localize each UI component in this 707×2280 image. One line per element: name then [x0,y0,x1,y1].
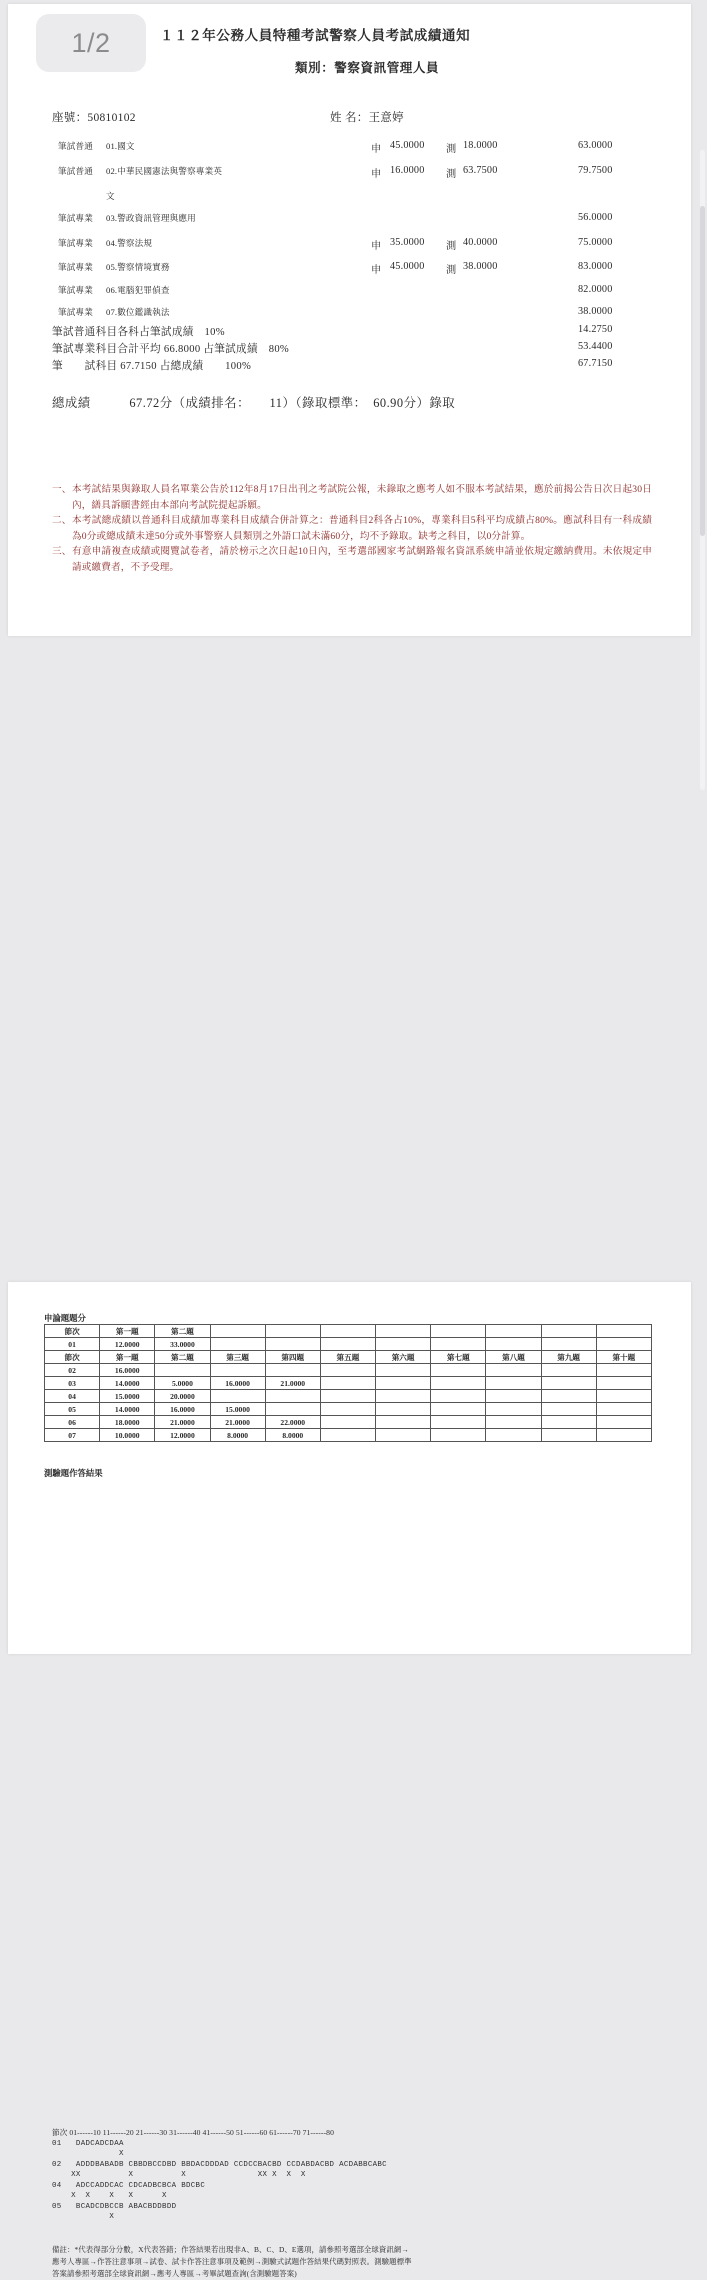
table-header-cell: 節次 [45,1351,100,1364]
document-page-1 [8,4,691,636]
table-cell [541,1429,596,1442]
table-cell [541,1390,596,1403]
table-cell [486,1377,541,1390]
table-cell [486,1364,541,1377]
table-cell [431,1338,486,1351]
page-title: １１２年公務人員特種考試警察人員考試成績通知 [160,28,471,43]
table-row [45,1403,652,1416]
table-cell [320,1416,375,1429]
subject-total-score: 38.0000 [578,306,613,317]
subject-total-score: 75.0000 [578,237,613,248]
table-row [45,1429,652,1442]
mc-mark: 測 [446,144,457,155]
table-cell: 01 [45,1338,100,1351]
essay-mark: 申 [371,169,382,180]
mc-score: 63.7500 [463,165,498,176]
summary-text: 筆試普通科目各科占筆試成績 10% [52,327,225,338]
summary-value: 14.2750 [578,324,613,335]
table-row [45,1390,652,1403]
table-header-cell: 第一題 [100,1325,155,1338]
note-item [52,544,652,575]
table-cell: 02 [45,1364,100,1377]
table-cell [596,1416,651,1429]
table-cell [596,1390,651,1403]
mc-score: 40.0000 [463,237,498,248]
table-header-cell [376,1325,431,1338]
seat-number: 座號：50810102 [52,112,136,124]
note-body: 本考試總成績以普通科目成績加專業科目成績合併計算之：普通科目2科各占10%，專業科目5科平均成績占80%。應試科目有一科成績為0分或總成績未達50分或外事警察人員類別之外語口試未滿60分，均不予錄取。缺考之科目，以0分計算。 [72,515,652,542]
table-cell [596,1377,651,1390]
table-row [45,1351,652,1364]
note-marker: 二、 [52,515,72,527]
note-body: 有意申請複查成績或閱覽試卷者，請於榜示之次日起10日內，至考選部國家考試網路報名資訊系統申請並依規定繳納費用。未依規定申請或繳費者，不予受理。 [72,546,652,573]
mc-mark: 測 [446,265,457,276]
table-cell: 22.0000 [265,1416,320,1429]
essay-score: 16.0000 [390,165,425,176]
page-indicator-badge: 1/2 [36,14,146,72]
subject-group: 筆試專業 [58,213,93,223]
footnote-line: 備註：*代表得部分分數，X代表答錯；作答結果若出現非A、B、C、D、E選項，請參照考選部全球資訊網→ [52,2245,409,2254]
summary-text: 筆 試科目 67.7150 占總成績 100% [52,361,252,372]
essay-score: 35.0000 [390,237,425,248]
table-row [45,1338,652,1351]
mc-wrong-marks: X [52,2150,124,2159]
table-header-cell: 第五題 [320,1351,375,1364]
table-cell [320,1364,375,1377]
subject-total-score: 56.0000 [578,212,613,223]
note-item [52,513,652,544]
table-cell: 15.0000 [100,1390,155,1403]
table-cell: 16.0000 [155,1403,210,1416]
table-header-cell: 第六題 [376,1351,431,1364]
mc-wrong-marks: X [52,2213,115,2222]
table-cell [210,1338,265,1351]
subject-total-score: 63.0000 [578,140,613,151]
table-cell [541,1377,596,1390]
table-header-cell [486,1325,541,1338]
table-cell [265,1403,320,1416]
table-cell [486,1416,541,1429]
subject-group: 筆試專業 [58,238,93,248]
subject-total-score: 83.0000 [578,261,613,272]
table-cell [596,1403,651,1416]
table-cell: 33.0000 [155,1338,210,1351]
table-header-cell [210,1325,265,1338]
subject-total-score: 79.7500 [578,165,613,176]
notes-section [52,482,652,575]
table-row [45,1325,652,1338]
footnote-line: 答案請參照考選部全球資訊網→應考人專區→考畢試題查詢(含測驗題答案) [52,2268,297,2278]
mc-answer-row: 04 ADCCADDCAC CDCADBCBCA BDCBC [52,2181,206,2190]
table-cell [376,1377,431,1390]
table-cell [376,1390,431,1403]
table-cell: 14.0000 [100,1403,155,1416]
subject-group: 筆試專業 [58,262,93,272]
subject-name: 03.警政資訊管理與應用 [106,213,196,223]
table-cell [431,1416,486,1429]
table-cell [265,1390,320,1403]
summary-text: 筆試專業科目合計平均 66.8000 占筆試成績 80% [52,344,290,355]
table-cell [210,1390,265,1403]
essay-mark: 申 [371,265,382,276]
mc-answer-row: 01 DADCADCDAA [52,2139,124,2148]
table-cell: 12.0000 [100,1338,155,1351]
table-cell [265,1364,320,1377]
table-cell: 16.0000 [100,1364,155,1377]
table-cell: 21.0000 [210,1416,265,1429]
essay-score: 45.0000 [390,140,425,151]
mc-mark: 測 [446,241,457,252]
subject-total-score: 82.0000 [578,284,613,295]
table-header-cell: 第八題 [486,1351,541,1364]
table-cell: 15.0000 [210,1403,265,1416]
mc-answers-label: 測驗題作答結果 [44,1469,103,1478]
footnote-block [52,2244,532,2280]
note-body: 本考試結果與錄取人員名單業公告於112年8月17日出刊之考試院公報，未錄取之應考人如不服本考試結果，應於前揭公告日次日起30日內，繕具訴願書經由本部向考試院提起訴願。 [72,484,652,511]
subject-name: 01.國文 [106,141,135,151]
table-cell [541,1364,596,1377]
table-cell [431,1429,486,1442]
table-cell [541,1403,596,1416]
table-cell [155,1364,210,1377]
table-cell [596,1338,651,1351]
mc-answer-row: 05 BCADCDBCCB ABACBDDBDD [52,2202,177,2211]
table-header-cell: 第十題 [596,1351,651,1364]
table-cell [486,1338,541,1351]
table-cell [541,1416,596,1429]
mc-answers-block [52,2128,387,2223]
candidate-name: 姓 名：王意婷 [330,112,404,124]
essay-table-label: 申論題題分 [44,1314,86,1323]
table-row [45,1377,652,1390]
table-cell: 12.0000 [155,1429,210,1442]
table-cell: 07 [45,1429,100,1442]
essay-mark: 申 [371,144,382,155]
table-cell [541,1338,596,1351]
subject-name: 06.電腦犯罪偵查 [106,285,170,295]
mc-mark: 測 [446,169,457,180]
table-cell: 18.0000 [100,1416,155,1429]
table-cell [596,1429,651,1442]
table-cell: 04 [45,1390,100,1403]
table-header-cell [541,1325,596,1338]
table-cell [486,1403,541,1416]
table-header-cell: 第二題 [155,1351,210,1364]
subject-group: 筆試普通 [58,141,93,151]
table-cell [376,1429,431,1442]
table-header-cell [431,1325,486,1338]
table-cell [431,1364,486,1377]
table-cell [376,1364,431,1377]
table-cell: 10.0000 [100,1429,155,1442]
subject-group: 筆試普通 [58,166,93,176]
table-header-cell [320,1325,375,1338]
table-cell [265,1338,320,1351]
table-cell [376,1338,431,1351]
essay-mark: 申 [371,241,382,252]
summary-value: 53.4400 [578,341,613,352]
table-cell: 5.0000 [155,1377,210,1390]
table-header-cell: 第四題 [265,1351,320,1364]
table-cell [486,1429,541,1442]
total-score-line: 總成績 67.72分（成績排名： 11）（錄取標準： 60.90分）錄取 [52,396,456,410]
table-cell: 06 [45,1416,100,1429]
table-cell [320,1429,375,1442]
table-cell: 20.0000 [155,1390,210,1403]
table-cell [431,1403,486,1416]
table-cell: 05 [45,1403,100,1416]
table-cell [320,1377,375,1390]
table-header-cell: 第二題 [155,1325,210,1338]
essay-score-table [44,1324,652,1442]
subject-name: 05.警察情境實務 [106,262,170,272]
table-cell [320,1338,375,1351]
table-header-cell [265,1325,320,1338]
table-cell: 8.0000 [210,1429,265,1442]
table-header-cell: 第一題 [100,1351,155,1364]
summary-value: 67.7150 [578,358,613,369]
subject-name: 02.中華民國憲法與警察專業英 [106,166,223,176]
subject-group: 筆試專業 [58,285,93,295]
mc-wrong-marks: XX X X XX X X X [52,2171,306,2180]
table-header-cell: 第九題 [541,1351,596,1364]
table-cell [596,1364,651,1377]
table-row [45,1364,652,1377]
table-header-cell: 第七題 [431,1351,486,1364]
subject-name: 文 [106,191,115,201]
table-cell: 03 [45,1377,100,1390]
table-cell: 16.0000 [210,1377,265,1390]
subject-group: 筆試專業 [58,307,93,317]
table-row [45,1416,652,1429]
mc-score: 18.0000 [463,140,498,151]
note-marker: 一、 [52,484,72,495]
mc-score: 38.0000 [463,261,498,272]
table-cell [320,1403,375,1416]
mc-column-ruler: 節次 01------10 11------20 21------30 31------40 41------50 51------60 61------70 71------80 [52,2128,334,2137]
table-cell [210,1364,265,1377]
mc-wrong-marks: X X X X X [52,2192,167,2201]
table-cell [320,1390,375,1403]
table-cell: 21.0000 [155,1416,210,1429]
table-cell: 14.0000 [100,1377,155,1390]
table-header-cell: 第三題 [210,1351,265,1364]
scrollbar-thumb[interactable] [700,206,705,536]
subject-name: 04.警察法規 [106,238,153,248]
exam-category: 類別：警察資訊管理人員 [295,61,440,75]
table-cell [431,1390,486,1403]
document-page-2 [8,1282,691,2278]
footnote-line: 應考人專區→作答注意事項→試卷、試卡作答注意事項及範例→測驗式試題作答結果代碼對照表。測驗題標準 [52,2256,412,2266]
table-header-cell: 節次 [45,1325,100,1338]
subject-name: 07.數位鑑識執法 [106,307,170,317]
table-cell [376,1416,431,1429]
mc-answer-row: 02 ADDDBABADB CBBDBCCDBD BBDACDDDAD CCDCCBACBD CCDABDACBD ACDABBCABC [52,2160,387,2169]
table-cell: 8.0000 [265,1429,320,1442]
table-cell [431,1377,486,1390]
note-marker: 三、 [52,546,72,558]
essay-score: 45.0000 [390,261,425,272]
table-header-cell [596,1325,651,1338]
table-cell [486,1390,541,1403]
table-cell [376,1403,431,1416]
note-item [52,482,652,513]
table-cell: 21.0000 [265,1377,320,1390]
